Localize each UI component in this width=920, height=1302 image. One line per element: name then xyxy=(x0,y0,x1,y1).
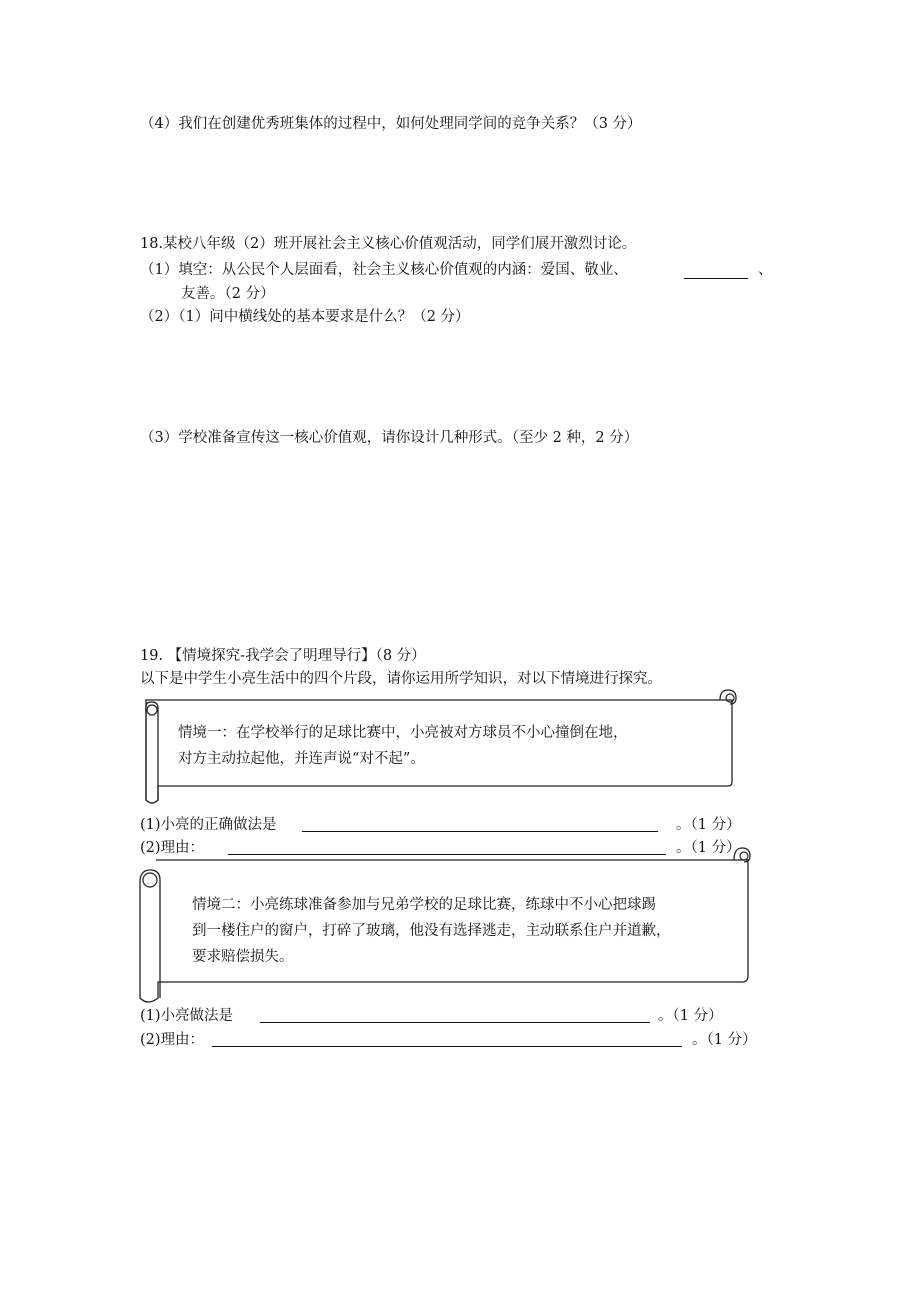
q18-sub1-blank[interactable] xyxy=(684,278,748,279)
scenario2-line3: 要求赔偿损失。 xyxy=(192,949,294,965)
scenario1-line1: 情境一：在学校举行的足球比赛中，小亮被对方球员不小心撞倒在地， xyxy=(178,725,628,741)
s2-q1-blank[interactable] xyxy=(260,1022,650,1023)
s1-q1-blank[interactable] xyxy=(302,831,658,832)
scenario1-scroll xyxy=(136,688,742,804)
q18-sub2: （2）（1）问中横线处的基本要求是什么？（2 分） xyxy=(140,309,470,325)
q19-title: 19. 【情境探究-我学会了明理导行】（8 分） xyxy=(140,648,426,664)
scenario2-line1: 情境二：小亮练球准备参加与兄弟学校的足球比赛，练球中不小心把球踢 xyxy=(192,897,656,913)
s1-q1-label: (1)小亮的正确做法是 xyxy=(140,817,277,833)
q18-sub1-line2: 友善。（2 分） xyxy=(181,286,275,302)
s2-q2-blank[interactable] xyxy=(212,1046,682,1047)
scenario2-scroll xyxy=(136,848,756,1008)
q19-intro: 以下是中学生小亮生活中的四个片段，请你运用所学知识，对以下情境进行探究。 xyxy=(140,671,662,687)
q18-title: 18.某校八年级（2）班开展社会主义核心价值观活动，同学们展开激烈讨论。 xyxy=(140,236,637,252)
q18-sub1-line1: （1）填空：从公民个人层面看，社会主义核心价值观的内涵：爱国、敬业、 xyxy=(140,262,628,278)
s1-q2-label: (2)理由： xyxy=(140,840,205,856)
s2-q1-end: 。（1 分） xyxy=(658,1008,723,1024)
s2-q2-end: 。（1 分） xyxy=(692,1032,757,1048)
s2-q2-label: (2)理由： xyxy=(140,1032,205,1048)
scenario2-line2: 到一楼住户的窗户，打碎了玻璃，他没有选择逃走，主动联系住户并道歉， xyxy=(192,923,671,939)
scenario1-line2: 对方主动拉起他，并连声说“对不起”。 xyxy=(178,751,425,767)
s1-q1-end: 。（1 分） xyxy=(676,817,741,833)
q17-sub4: （4）我们在创建优秀班集体的过程中，如何处理同学间的竞争关系？（3 分） xyxy=(140,116,642,132)
q18-sub1-sep: 、 xyxy=(758,262,773,278)
q18-sub3: （3）学校准备宣传这一核心价值观，请你设计几种形式。（至少 2 种，2 分） xyxy=(140,430,639,446)
s1-q2-end: 。（1 分） xyxy=(676,840,741,856)
s2-q1-label: (1)小亮做法是 xyxy=(140,1008,234,1024)
